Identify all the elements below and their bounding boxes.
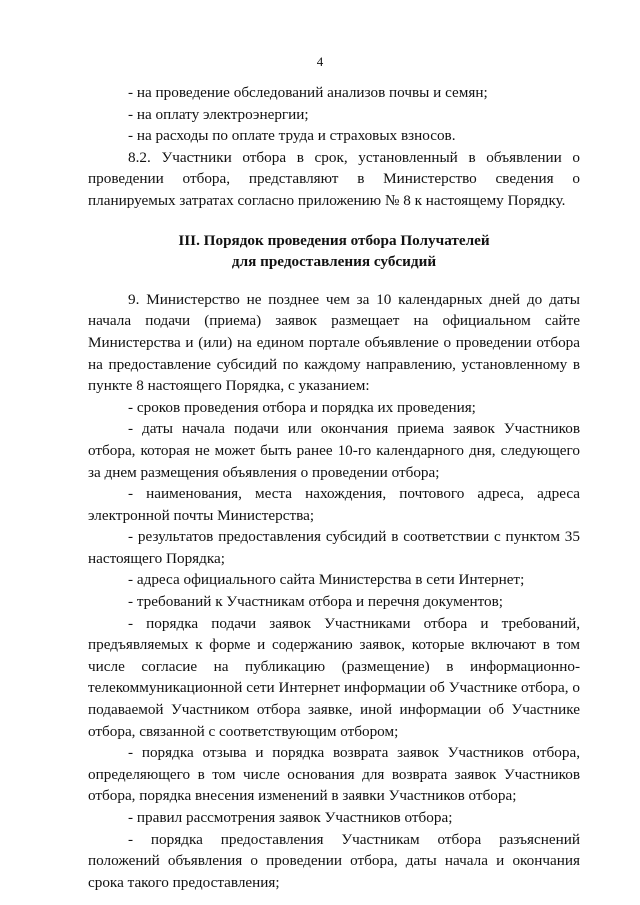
list-item-submission-dates: - даты начала подачи или окончания приема заявок Участников отбора, которая не может быть ранее 10-го календарного дня, следующего за днем размещения объявления о проведении отбора; bbox=[88, 420, 580, 481]
list-item-results: - результатов предоставления субсидий в соответствии с пунктом 35 настоящего Порядка; bbox=[88, 528, 580, 567]
list-item-clarifications: - порядка предоставления Участникам отбора разъяснений положений объявления о проведении отбора, даты начала и окончания срока такого предоставления; bbox=[88, 830, 580, 891]
section-heading-line-1: III. Порядок проведения отбора Получателей bbox=[178, 231, 490, 249]
list-item-ministry-contacts: - наименования, места нахождения, почтового адреса, адреса электронной почты Министерства; bbox=[88, 485, 580, 524]
document-body bbox=[88, 82, 580, 893]
list-item-website: - адреса официального сайта Министерства в сети Интернет; bbox=[128, 571, 525, 589]
list-item-withdrawal-procedure: - порядка отзыва и порядка возврата заявок Участников отбора, определяющего в том числе основания для возврата заявок Участников отбора, порядка внесения изменений в заявки Участников отбора; bbox=[88, 744, 580, 805]
list-item-electricity: - на оплату электроэнергии; bbox=[128, 105, 309, 123]
paragraph-9: 9. Министерство не позднее чем за 10 календарных дней до даты начала подачи (приема) заявок размещает на официальном сайте Министерства и (или) на едином портале объявление о проведении отбора на предоставление субсидий по каждому направлению, установленному в пункте 8 настоящего Порядка, с указанием: bbox=[88, 290, 580, 395]
list-item-review-rules: - правил рассмотрения заявок Участников отбора; bbox=[128, 809, 453, 826]
page-number: 4 bbox=[316, 54, 324, 69]
paragraph-8-2: 8.2. Участники отбора в срок, установленный в объявлении о проведении отбора, представляют в Министерство сведения о планируемых затратах согласно приложению № 8 к настоящему Порядку. bbox=[88, 148, 580, 209]
list-item-labor-costs: - на расходы по оплате труда и страховых взносов. bbox=[128, 127, 456, 145]
list-item-application-procedure: - порядка подачи заявок Участниками отбора и требований, предъявляемых к форме и содержанию заявок, которые включают в том числе согласие на публикацию (размещение) в информационно-телекоммуникационной сети Интернет информации об Участнике отбора, о подаваемой Участником отбора заявке, иной информации об Участнике отбора, связанной с соответствующим отбором; bbox=[88, 614, 580, 740]
list-item-deadlines: - сроков проведения отбора и порядка их проведения; bbox=[128, 398, 476, 416]
list-item-soil-analysis: - на проведение обследований анализов почвы и семян; bbox=[128, 84, 488, 101]
section-heading bbox=[88, 230, 580, 273]
section-heading-line-2: для предоставления субсидий bbox=[231, 253, 437, 271]
list-item-requirements: - требований к Участникам отбора и перечня документов; bbox=[128, 593, 504, 611]
